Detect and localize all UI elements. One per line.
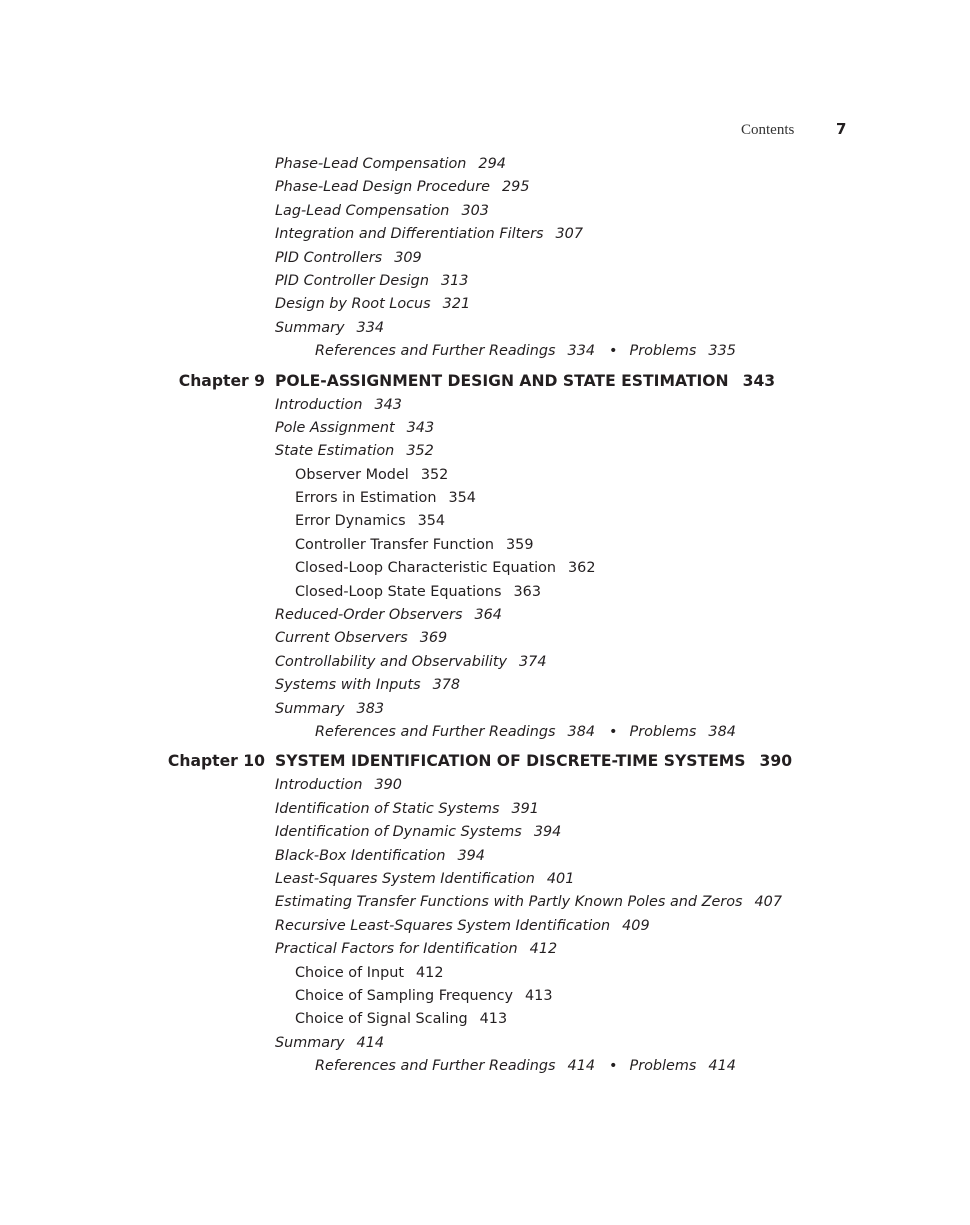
toc-subsection-entry[interactable] — [0, 1008, 970, 1031]
subsection-page: 352 — [420, 466, 449, 483]
toc-section-entry[interactable] — [0, 440, 970, 463]
section-title: Design by Root Locus — [275, 296, 431, 313]
subsection-title: Observer Model — [295, 466, 409, 483]
toc-section-entry[interactable] — [0, 674, 970, 697]
section-title: Pole Assignment — [275, 419, 395, 436]
section-title: Introduction — [275, 777, 363, 794]
toc-subsection-entry[interactable] — [0, 581, 970, 604]
toc-subsection-entry[interactable] — [0, 534, 970, 557]
section-title: Summary — [275, 700, 345, 717]
chapter-title: POLE-ASSIGNMENT DESIGN AND STATE ESTIMATION — [275, 371, 729, 390]
section-page: 407 — [754, 894, 782, 911]
toc-subsection-entry[interactable] — [0, 510, 970, 533]
table-of-contents — [0, 153, 970, 1078]
subsection-page: 363 — [513, 583, 541, 600]
section-title: Identification of Static Systems — [275, 800, 500, 817]
subsection-title: Controller Transfer Function — [295, 536, 495, 553]
section-title: Identification of Dynamic Systems — [275, 824, 522, 841]
subsection-page: 362 — [568, 560, 596, 577]
section-page: 378 — [432, 677, 461, 694]
chapter-label: Chapter 10 — [167, 752, 265, 771]
toc-section-entry[interactable] — [0, 774, 970, 797]
section-title: Introduction — [275, 396, 363, 413]
section-title: Black-Box Identification — [275, 847, 446, 864]
section-title: Lag-Lead Compensation — [275, 202, 450, 219]
toc-references-entry[interactable] — [0, 1055, 970, 1078]
problems-label: Problems — [629, 1058, 697, 1075]
section-page: 383 — [356, 700, 385, 717]
section-title: Controllability and Observability — [275, 653, 508, 670]
toc-subsection-entry[interactable] — [0, 985, 970, 1008]
subsection-title: Choice of Sampling Frequency — [295, 987, 514, 1004]
section-page: 294 — [478, 156, 506, 172]
section-title: Estimating Transfer Functions with Partly Known Poles and Zeros — [275, 894, 743, 911]
section-title: Reduced-Order Observers — [275, 607, 463, 624]
subsection-title: Errors in Estimation — [295, 490, 437, 507]
problems-label: Problems — [629, 723, 697, 740]
problems-page: 414 — [708, 1058, 736, 1075]
section-page: 412 — [529, 941, 558, 958]
subsection-page: 354 — [448, 490, 476, 507]
section-page: 394 — [457, 847, 485, 864]
section-page: 307 — [555, 226, 583, 243]
section-title: Integration and Differentiation Filters — [275, 226, 544, 243]
toc-section-entry[interactable] — [0, 270, 970, 293]
toc-chapter-9-heading[interactable] — [0, 364, 970, 394]
section-page: 309 — [394, 249, 422, 266]
toc-section-entry[interactable] — [0, 698, 970, 721]
section-title: State Estimation — [275, 443, 395, 460]
subsection-page: 413 — [479, 1011, 508, 1028]
section-title: PID Controller Design — [275, 272, 429, 289]
toc-section-entry[interactable] — [0, 317, 970, 340]
chapter-title: SYSTEM IDENTIFICATION OF DISCRETE-TIME SYSTEMS — [275, 752, 746, 771]
bullet-separator: • — [609, 723, 618, 740]
toc-section-entry[interactable] — [0, 417, 970, 440]
section-page: 295 — [502, 179, 530, 196]
section-title: Practical Factors for Identification — [275, 941, 518, 958]
running-header — [0, 120, 970, 142]
toc-section-entry[interactable] — [0, 845, 970, 868]
chapter-page: 390 — [759, 752, 793, 771]
toc-section-entry[interactable] — [0, 651, 970, 674]
section-page: 391 — [511, 800, 539, 817]
toc-references-entry[interactable] — [0, 340, 970, 363]
section-title: Least-Squares System Identification — [275, 870, 535, 887]
section-page: 321 — [442, 296, 471, 313]
toc-chapter-10-heading[interactable] — [0, 744, 970, 774]
section-page: 414 — [356, 1034, 385, 1051]
subsection-page: 412 — [416, 964, 444, 981]
chapter-label: Chapter 9 — [178, 371, 265, 390]
toc-section-entry[interactable] — [0, 938, 970, 961]
toc-section-entry[interactable] — [0, 798, 970, 821]
subsection-title: Choice of Input — [295, 964, 405, 981]
section-page: 401 — [546, 870, 575, 887]
toc-section-entry[interactable] — [0, 247, 970, 270]
toc-section-entry[interactable] — [0, 604, 970, 627]
toc-section-entry[interactable] — [0, 176, 970, 199]
page-number: 7 — [836, 120, 847, 138]
toc-subsection-entry[interactable] — [0, 962, 970, 985]
toc-section-entry[interactable] — [0, 627, 970, 650]
toc-subsection-entry[interactable] — [0, 487, 970, 510]
references-page: 384 — [567, 723, 596, 740]
section-page: 364 — [474, 607, 502, 624]
toc-subsection-entry[interactable] — [0, 464, 970, 487]
toc-subsection-entry[interactable] — [0, 557, 970, 580]
references-label: References and Further Readings — [315, 723, 556, 740]
section-title: Summary — [275, 1034, 345, 1051]
problems-page: 384 — [708, 723, 736, 740]
section-page: 343 — [406, 419, 435, 436]
section-page: 390 — [374, 777, 402, 794]
section-page: 303 — [461, 202, 489, 219]
toc-section-entry[interactable] — [0, 868, 970, 891]
toc-section-entry[interactable] — [0, 223, 970, 246]
references-label: References and Further Readings — [315, 1058, 556, 1075]
subsection-title: Choice of Signal Scaling — [295, 1011, 468, 1028]
section-page: 352 — [406, 443, 434, 460]
section-page: 409 — [622, 917, 650, 934]
section-page: 369 — [419, 630, 448, 647]
section-page: 374 — [519, 653, 547, 670]
section-title: Current Observers — [275, 630, 408, 647]
problems-page: 335 — [708, 343, 736, 360]
subsection-title: Closed-Loop State Equations — [295, 583, 502, 600]
toc-section-entry[interactable] — [0, 200, 970, 223]
running-header-title: Contents — [741, 122, 795, 138]
section-title: PID Controllers — [275, 249, 383, 266]
toc-section-entry[interactable] — [0, 394, 970, 417]
section-page: 394 — [533, 824, 562, 841]
subsection-title: Error Dynamics — [295, 513, 406, 530]
chapter-page: 343 — [742, 371, 776, 390]
toc-section-entry[interactable] — [0, 153, 970, 176]
toc-section-entry[interactable] — [0, 293, 970, 316]
section-page: 313 — [440, 272, 469, 289]
toc-section-entry[interactable] — [0, 915, 970, 938]
subsection-page: 359 — [506, 536, 534, 553]
toc-section-entry[interactable] — [0, 891, 970, 914]
references-page: 414 — [567, 1058, 596, 1075]
section-title: Phase-Lead Design Procedure — [275, 179, 491, 196]
references-page: 334 — [567, 343, 596, 360]
section-title: Phase-Lead Compensation — [275, 156, 467, 172]
bullet-separator: • — [609, 1058, 618, 1075]
section-page: 334 — [356, 319, 385, 336]
section-title: Summary — [275, 319, 345, 336]
toc-section-entry[interactable] — [0, 1032, 970, 1055]
subsection-page: 413 — [525, 987, 553, 1004]
references-label: References and Further Readings — [315, 343, 556, 360]
section-title: Systems with Inputs — [275, 677, 421, 694]
bullet-separator: • — [609, 343, 618, 360]
section-page: 343 — [374, 396, 402, 413]
subsection-page: 354 — [417, 513, 446, 530]
section-title: Recursive Least-Squares System Identification — [275, 917, 611, 934]
problems-label: Problems — [629, 343, 697, 360]
subsection-title: Closed-Loop Characteristic Equation — [295, 560, 557, 577]
toc-section-entry[interactable] — [0, 821, 970, 844]
toc-references-entry[interactable] — [0, 721, 970, 744]
